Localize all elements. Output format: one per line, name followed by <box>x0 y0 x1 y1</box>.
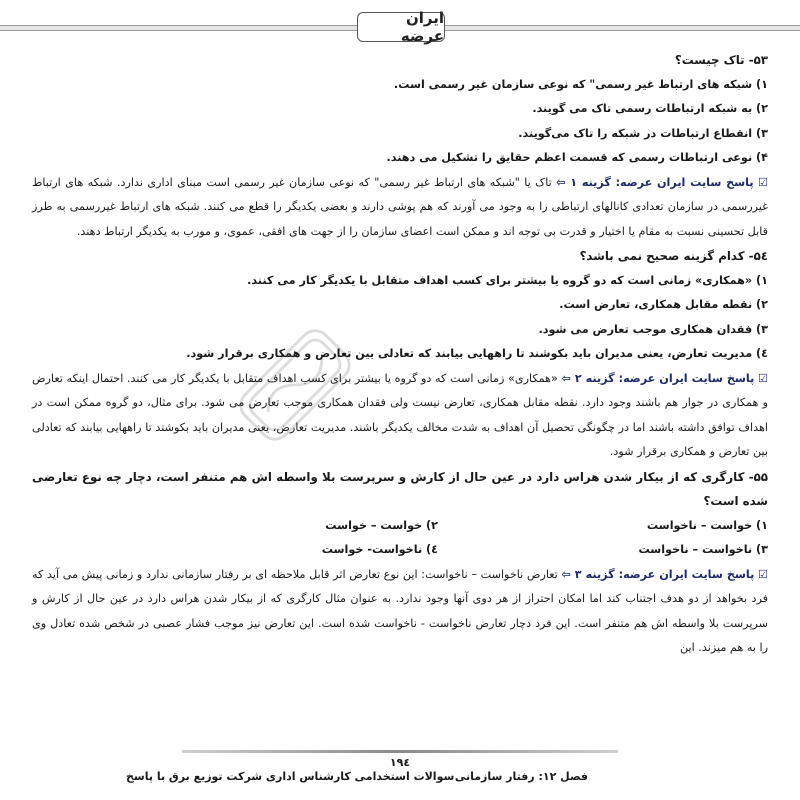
document-body <box>32 48 768 661</box>
option-4: ٤) مدیریت تعارض، یعنی مدیران باید بکوشند تا راههایی بیابند که تعادلی بین تعارض و همکاری برقرار شود. <box>186 347 768 360</box>
question-53 <box>32 48 768 244</box>
option-3: ۳) انقطاع ارتباطات در شبکه را تاک می‌گویند. <box>518 126 768 140</box>
question-title: ۵۳- تاک چیست؟ <box>674 53 768 67</box>
footer-rule <box>182 750 618 753</box>
page-number: ۱۹٤ <box>389 756 411 769</box>
answer-explanation <box>32 563 768 661</box>
answer-explanation <box>32 367 768 465</box>
page-header <box>0 9 800 45</box>
option-1: ۱) شبکه های ارتباط غیر رسمی" که نوعی سازمان غیر رسمی است. <box>393 77 768 91</box>
site-logo <box>357 9 445 45</box>
header-rule-left <box>0 25 358 31</box>
answer-text: تعارض ناخواست – ناخواست: این نوع تعارض اثر قابل ملاحظه ای بر رفتار سازمانی ندارد و زمانی پیش می آید که فرد بخواهد از دو هدف اجتناب کند اما امکان احتراز از هر دوی آنها وجود ندارد. به عنوان مثال کارگری که از بیکار شدن هراس دارد در عین حال از کارش و سرپرست بلا واسطه اش هم متنفر است. این فرد دچار تعارض ناخواست - ناخواست شده است. این تعارض نیز موجب فشار عصبی در شخص شده تعادل وی را به هم میزند. این <box>32 567 768 654</box>
checkbox-icon: ☑ <box>757 567 768 581</box>
answer-label: پاسخ سایت ایران عرضه: گزینه ۲ ⇦ <box>561 371 755 385</box>
options-grid <box>32 514 768 563</box>
option-4: ٤) ناخواست- خواست <box>321 543 438 556</box>
question-54 <box>32 244 768 465</box>
question-title: ۵٤- کدام گزینه صحیح نمی باشد؟ <box>579 249 768 263</box>
option-1: ۱) «همکاری» زمانی است که دو گروه یا بیشتر برای کسب اهداف متقابل با یکدیگر کار می کنند. <box>247 273 768 287</box>
option-4: ۴) نوعی ارتباطات رسمی که قسمت اعظم حقایق را تشکیل می دهند. <box>386 151 768 164</box>
answer-label: پاسخ سایت ایران عرضه: گزینه ۱ ⇦ <box>556 175 754 189</box>
checkbox-icon: ☑ <box>757 371 768 385</box>
question-title: ۵۵- کارگری که از بیکار شدن هراس دارد در عین حال از کارش و سرپرست بلا واسطه اش هم متنفر است، دچار چه نوع تعارضی شده است؟ <box>32 469 768 508</box>
logo-text: ایران عرضه <box>400 9 444 45</box>
option-3: ۳) ناخواست – ناخواست <box>638 543 768 556</box>
answer-text: «همکاری» زمانی است که دو گروه یا بیشتر برای کسب اهداف متقابل با یکدیگر کار می کنند. احتمال اینکه تعارض و همکاری در جوار هم باشند وجود دارد. نقطه مقابل همکاری، تعارض نیست ولی فقدان همکاری موجب تعارض می شود. برای مثال، دو گروه ممکن است در اهداف توافق داشته باشند اما در چگونگی تحصیل آن اهداف به شدت مخالف یکدیگر باشند. مدیریت تعارض، یعنی مدیران باید بکوشند تا راههایی بیابند که تعادلی بین تعارض و همکاری برقرار شود. <box>32 371 768 458</box>
chapter-title: فصل ۱۲: رفتار سازمانی <box>454 770 588 783</box>
answer-explanation <box>32 171 768 245</box>
page-footer <box>0 750 800 800</box>
answer-label: پاسخ سایت ایران عرضه: گزینه ۳ ⇦ <box>561 567 755 581</box>
option-2: ۲) خواست – خواست <box>325 518 438 532</box>
option-2: ۲) به شبکه ارتباطات رسمی تاک می گویند. <box>532 102 768 115</box>
checkbox-icon: ☑ <box>757 175 768 189</box>
header-rule-right <box>442 25 800 31</box>
option-2: ۲) نقطه مقابل همکاری، تعارض است. <box>559 298 768 311</box>
option-1: ۱) خواست – ناخواست <box>646 518 768 532</box>
option-3: ۳) فقدان همکاری موجب تعارض می شود. <box>538 322 768 336</box>
answer-text: تاک یا "شبکه های ارتباط غیر رسمی" که نوعی سازمان غیر رسمی است مبنای اداری ندارد. شبکه های ارتباط غیررسمی در سازمان تعدادی کانالهای ارتباطی را به وجود می آورند که هم پوشی دارند و بعضی یکدیگر را قطع می کنند. شبکه های ارتباط غیررسمی به طرز قابل تحسینی نسبت به مقام یا اختیار و قدرت بی توجه اند و ممکن است اعضای سازمان را از جهت های افقی، عموی، و مورب به یکدیگر ارتباط دهند. <box>32 175 768 238</box>
question-55 <box>32 465 768 661</box>
book-title: سوالات استخدامی کارشناس اداری شرکت توزیع برق با پاسخ <box>126 770 455 783</box>
